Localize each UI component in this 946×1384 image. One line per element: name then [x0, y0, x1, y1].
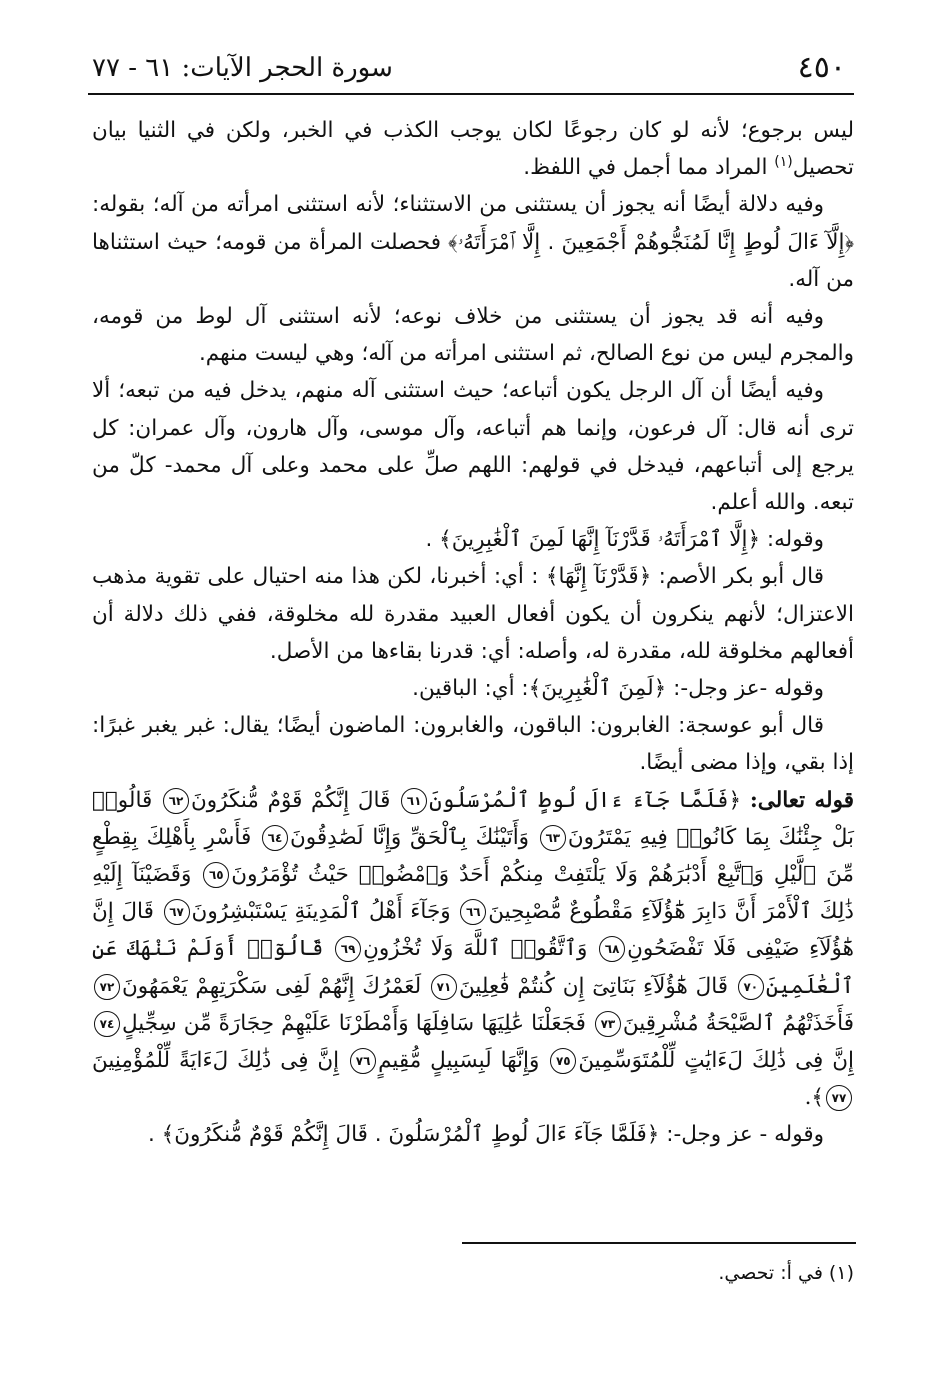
ayah-number-marker: ٦٣: [540, 825, 566, 851]
verse-text: إِنَّ فِى ذَٰلِكَ لَءَايَةً لِّلْمُؤْمِنِينَ: [92, 1048, 349, 1074]
page-number: ٤٥٠: [797, 50, 846, 85]
ayah-number-marker: ٦٩: [335, 936, 361, 962]
verse-text: فَجَعَلْنَا عَٰلِيَهَا سَافِلَهَا وَأَمْطَرْنَا عَلَيْهِمْ حِجَارَةً مِّن سِجِّيلٍ: [122, 1010, 593, 1036]
ayah-number-marker: ٧٥: [550, 1048, 576, 1074]
verse-text: وَٱتَّقُوا۟ ٱللَّهَ وَلَا تُخْزُونِ: [363, 936, 598, 962]
verse-text: وَأَتَيْنَٰكَ بِٱلْحَقِّ وَإِنَّا لَصَٰدِقُونَ: [289, 824, 538, 850]
verse-text: فَأَخَذَتْهُمُ ٱلصَّيْحَةُ مُشْرِقِينَ: [622, 1010, 854, 1036]
ayah-number-marker: ٧٣: [595, 1011, 621, 1037]
paragraph: وفيه أيضًا أن آل الرجل يكون أتباعه؛ حيث استثنى آله منهم، يدخل فيه من تبعه؛ ألا ترى أنه قال: آل فرعون، وإنما هم أتباعه، وآل موسى، وآل هارون، وآل عمران: كل يرجع إلى أتباعهم، فيدخل في قولهم: اللهم صلِّ على محمد وعلى آل محمد- كلّ من تبعه. والله أعلم.: [92, 378, 854, 516]
paragraph: قال أبو عوسجة: الغابرون: الباقون، والغابرون: الماضون أيضًا؛ يقال: غبر يغبر غبرًا: إذا بقي، وإذا مضى أيضًا.: [92, 713, 854, 776]
ayah-number-marker: ٦٨: [599, 936, 625, 962]
verse-text: فَأَسْرِ بِأَهْلِكَ بِقِطْعٍ مِّنَ ٱلَّيْلِ وَٱتَّبِعْ أَدْبَٰرَهُمْ وَلَا يَلْتَفِتْ مِنكُمْ أَحَدٌ وَٱمْضُوا۟ حَيْثُ تُؤْمَرُونَ: [92, 824, 854, 888]
verse-text: قَالَ إِنَّكُمْ قَوْمٌ مُّنكَرُونَ: [191, 787, 400, 813]
paragraph: وقوله - عز وجل-: ﴿فَلَمَّا جَآءَ ءَالَ لُوطٍ ٱلْمُرْسَلُونَ . قَالَ إِنَّكُمْ قَوْمٌ مُّنكَرُونَ﴾ .: [147, 1122, 824, 1148]
verse-text: قَالُوٓا۟ أَوَلَمْ نَنْهَكَ عَنِ ٱلْعَٰلَمِينَ: [92, 936, 854, 999]
verse-text: قَالَ هَٰٓؤُلَآءِ بَنَاتِىٓ إِن كُنتُمْ فَٰعِلِينَ: [458, 973, 736, 999]
ayah-number-marker: ٦٢: [163, 788, 189, 814]
ayah-number-marker: ٦٥: [203, 862, 229, 888]
ayah-number-marker: ٧٧: [826, 1085, 852, 1111]
verse-text: إِنَّ فِى ذَٰلِكَ لَءَايَٰتٍ لِّلْمُتَوَسِّمِينَ: [578, 1048, 854, 1074]
footnote-ref[interactable]: (١): [774, 154, 793, 171]
quran-verses-block: [92, 782, 854, 1117]
verse-close: ﴾.: [804, 1085, 824, 1111]
paragraph: وقوله -عز وجل-: ﴿لَمِنَ ٱلْغَٰبِرِينَ﴾: أي: الباقين.: [412, 676, 824, 702]
verse-text: لَعَمْرُكَ إِنَّهُمْ لَفِى سَكْرَتِهِمْ يَعْمَهُونَ: [122, 973, 429, 999]
ayah-number-marker: ٧٤: [94, 1011, 120, 1037]
verse-text: وَقَضَيْنَآ إِلَيْهِ ذَٰلِكَ ٱلْأَمْرَ أَنَّ دَابِرَ هَٰٓؤُلَآءِ مَقْطُوعٌ مُّصْبِحِينَ: [92, 862, 855, 925]
header-rule: [88, 93, 854, 95]
ayah-number-marker: ٦١: [401, 788, 427, 814]
verses-lead: قوله تعالى:: [749, 787, 854, 813]
paragraph-text: ليس برجوع؛ لأنه لو كان رجوعًا لكان يوجب الكذب في الخبر، ولكن في الثنيا بيان تحصيل: [92, 118, 854, 181]
running-title: سورة الحجر الآيات: ٦١ - ٧٧: [92, 53, 393, 83]
paragraph: وفيه دلالة أيضًا أنه يجوز أن يستثنى من الاستثناء؛ لأنه استثنى امرأته من آله؛ بقوله: ﴿إِلَّآ ءَالَ لُوطٍ إِنَّا لَمُنَجُّوهُمْ أَجْمَعِينَ . إِلَّا ٱمْرَأَتَهُۥ﴾ فحصلت المرأة من قومه؛ حيث استثناها من آله.: [92, 192, 854, 292]
page-header: [92, 48, 854, 88]
ayah-number-marker: ٦٤: [262, 825, 288, 851]
verse-text: قَالَ إِنَّ هَٰٓؤُلَآءِ ضَيْفِى فَلَا تَفْضَحُونِ: [92, 899, 854, 962]
ayah-number-marker: ٧٦: [350, 1048, 376, 1074]
ayah-number-marker: ٧٢: [94, 974, 120, 1000]
ayah-number-marker: ٧٠: [738, 974, 764, 1000]
paragraph: [92, 112, 854, 186]
footnote: (١) في أ: تحصي.: [718, 1262, 854, 1284]
footnote-rule: [462, 1242, 856, 1244]
verse-text: وَجَآءَ أَهْلُ ٱلْمَدِينَةِ يَسْتَبْشِرُونَ: [191, 899, 459, 925]
ayah-number-marker: ٧١: [431, 974, 457, 1000]
ayah-number-marker: ٦٦: [460, 899, 486, 925]
paragraph: وفيه أنه قد يجوز أن يستثنى من خلاف نوعه؛ لأنه استثنى آل لوط من قومه، والمجرم ليس من نوع الصالح، ثم استثنى امرأته من آله؛ وهي ليست منهم.: [92, 304, 854, 367]
paragraph-text: المراد مما أجمل في اللفظ.: [523, 155, 775, 181]
page-body: [92, 112, 854, 1154]
verse-text: قَالُوا۟ بَلْ جِئْنَٰكَ بِمَا كَانُوا۟ فِيهِ يَمْتَرُونَ: [92, 787, 854, 850]
verse-text: وَإِنَّهَا لَبِسَبِيلٍ مُّقِيمٍ: [378, 1048, 549, 1074]
paragraph: قال أبو بكر الأصم: ﴿قَدَّرْنَآ إِنَّهَا﴾ : أي: أخبرنا، لكن هذا منه احتيال على تقوية مذهب الاعتزال؛ لأنهم ينكرون أن يكون أفعال العبيد مقدرة لله مخلوقة، ففي ذلك دلالة أن أفعالهم مخلوقة لله، مقدرة له، وأصله: أي: قدرنا بقاءها من الأصل.: [92, 564, 854, 664]
ayah-number-marker: ٦٧: [164, 899, 190, 925]
verse-text: ﴿فَلَمَّا جَآءَ ءَالَ لُوطٍ ٱلْمُرْسَلُونَ: [429, 787, 742, 813]
paragraph: وقوله: ﴿إِلَّا ٱمْرَأَتَهُۥ قَدَّرْنَآ إِنَّهَا لَمِنَ ٱلْغَٰبِرِينَ﴾ .: [425, 527, 824, 553]
